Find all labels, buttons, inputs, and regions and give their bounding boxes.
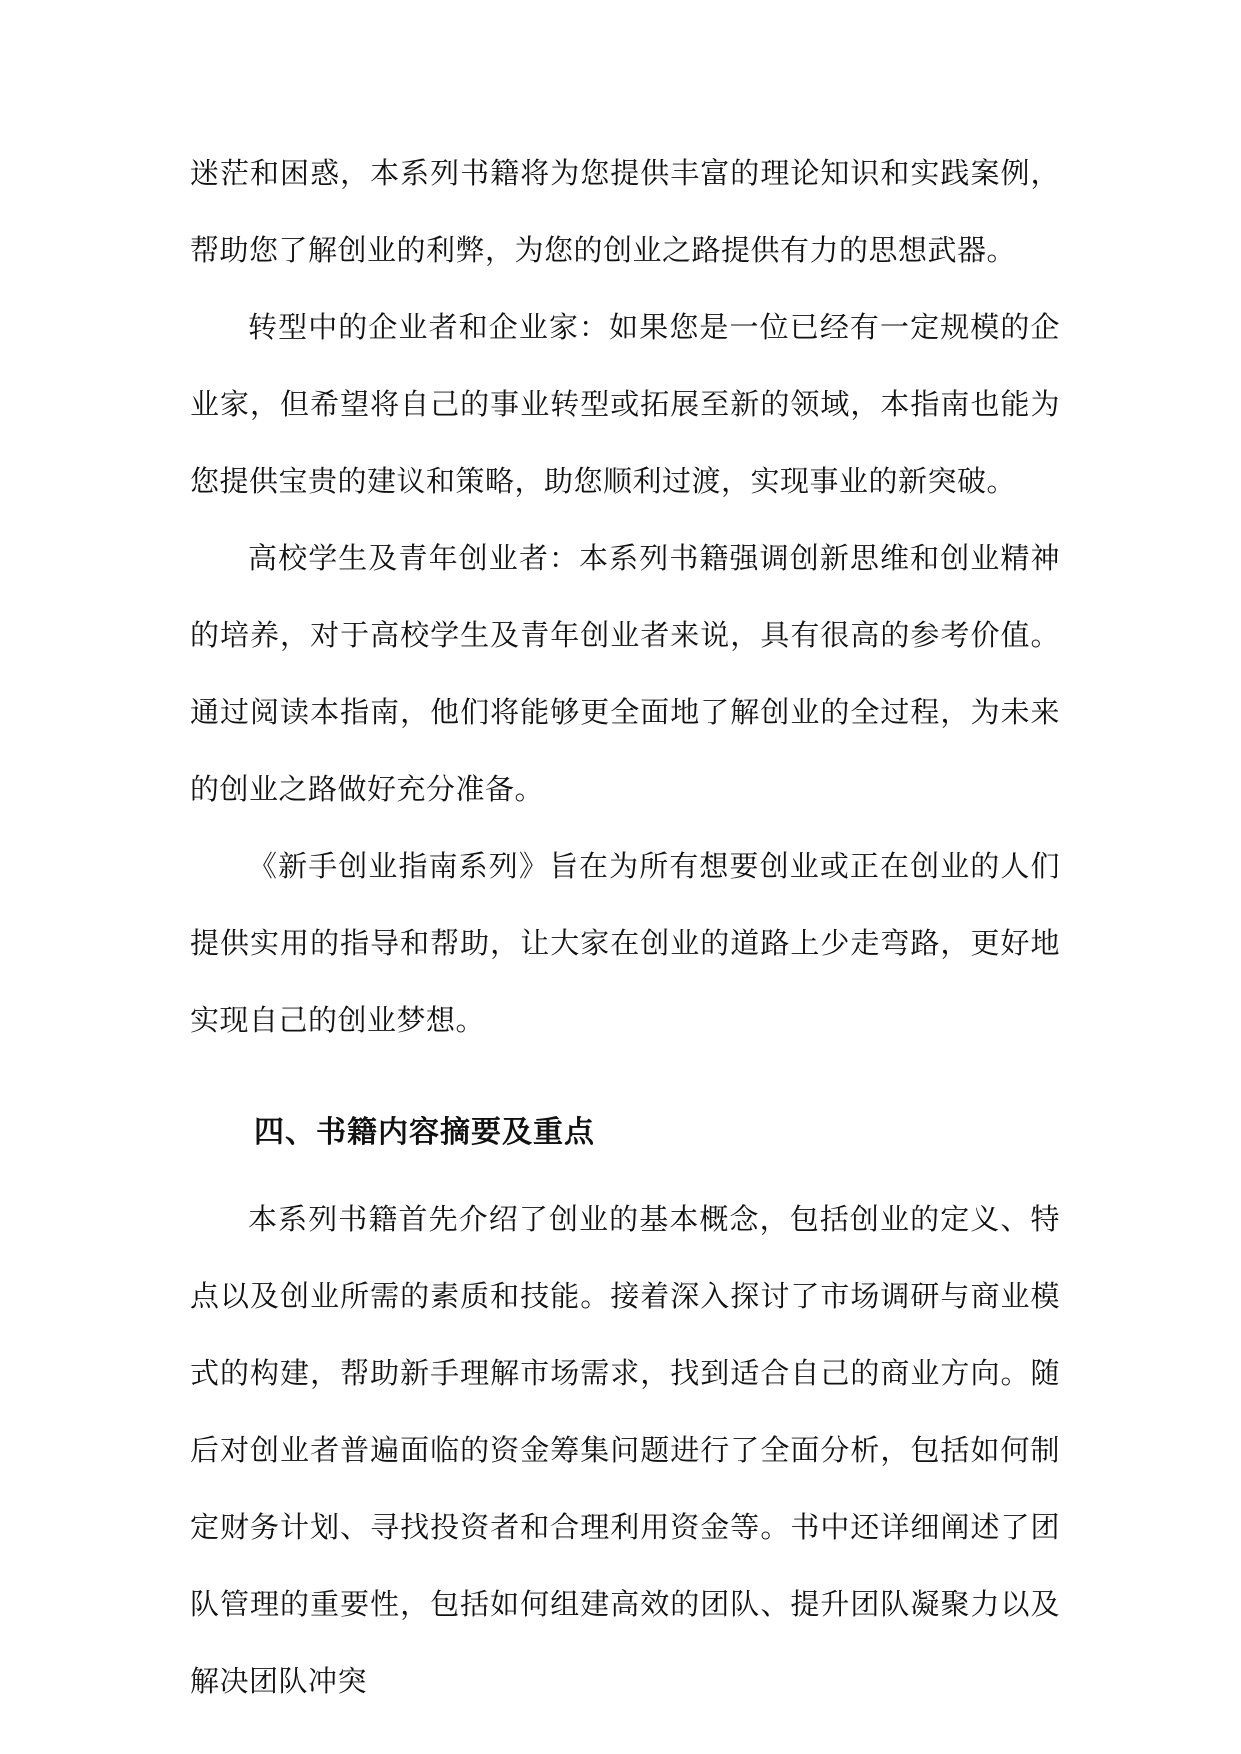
paragraph-series-purpose: 《新手创业指南系列》旨在为所有想要创业或正在创业的人们提供实用的指导和帮助，让大家在创业的道路上少走弯路，更好地实现自己的创业梦想。: [190, 849, 1060, 1037]
document-page: [190, 135, 1060, 1720]
paragraph-transforming-entrepreneurs: 转型中的企业者和企业家：如果您是一位已经有一定规模的企业家，但希望将自己的事业转型或拓展至新的领域，本指南也能为您提供宝贵的建议和策略，助您顺利过渡，实现事业的新突破。: [190, 310, 1060, 498]
section-heading: 四、书籍内容摘要及重点: [254, 1115, 595, 1150]
paragraph-students-young-entrepreneurs: 高校学生及青年创业者：本系列书籍强调创新思维和创业精神的培养，对于高校学生及青年创业者来说，具有很高的参考价值。通过阅读本指南，他们将能够更全面地了解创业的全过程，为未来的创业之路做好充分准备。: [190, 541, 1060, 806]
paragraph-content-summary: 本系列书籍首先介绍了创业的基本概念，包括创业的定义、特点以及创业所需的素质和技能。接着深入探讨了市场调研与商业模式的构建，帮助新手理解市场需求，找到适合自己的商业方向。随后对创业者普遍面临的资金筹集问题进行了全面分析，包括如何制定财务计划、寻找投资者和合理利用资金等。书中还详细阐述了团队管理的重要性，包括如何组建高效的团队、提升团队凝聚力以及解决团队冲突: [190, 1202, 1060, 1698]
paragraph-intro-continuation: 迷茫和困惑，本系列书籍将为您提供丰富的理论知识和实践案例，帮助您了解创业的利弊，为您的创业之路提供有力的思想武器。: [190, 156, 1060, 267]
